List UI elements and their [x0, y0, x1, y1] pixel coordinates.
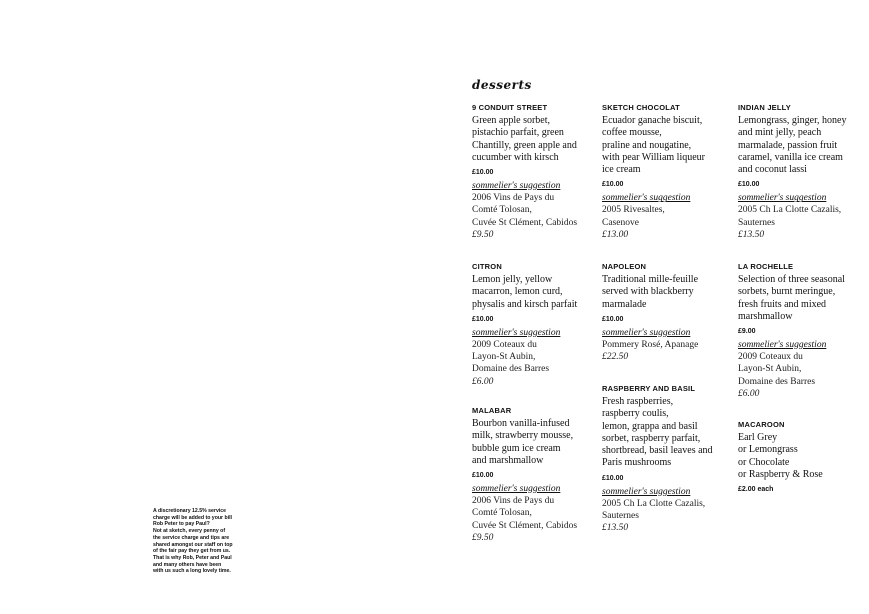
item-price: £10.00 — [602, 474, 624, 482]
item-description: Earl Grey or Lemongrass or Chocolate or Raspberry & Rose — [738, 432, 823, 480]
wine-suggestion: 2005 Ch La Clotte Cazalis, Sauternes — [738, 205, 842, 228]
item-title: RASPBERRY AND BASIL — [602, 384, 696, 393]
item-price: £9.00 — [738, 328, 756, 336]
item-description: Selection of three seasonal sorbets, burnt meringue, fresh fruits and mixed marshmallow — [738, 274, 845, 322]
service-charge-note: A discretionary 12.5% service charge will be added to your bill Rob Peter to pay Paul? Not at sketch, every penny of the service charge and tips are shared amongst our staff on top of the fair pay they get from us. That is why Rob, Peter and Paul and many others have been with us such a long lovely time. — [153, 508, 233, 575]
item-title: 9 CONDUIT STREET — [472, 103, 548, 112]
wine-price: £9.50 — [472, 229, 494, 240]
sommelier-suggestion-label: sommelier's suggestion — [602, 193, 691, 204]
wine-suggestion: 2009 Coteaux du Layon-St Aubin, Domaine des Barres — [472, 339, 550, 375]
sommelier-suggestion-label: sommelier's suggestion — [738, 193, 827, 204]
item-price: £10.00 — [602, 315, 624, 323]
item-price: £2.00 each — [738, 486, 774, 494]
item-title: NAPOLEON — [602, 262, 647, 271]
wine-price: £13.50 — [602, 523, 629, 534]
menu-item-raspberry-and-basil — [602, 384, 724, 535]
item-description: Fresh raspberries, raspberry coulis, lemon, grappa and basil sorbet, raspberry parfait, shortbread, basil leaves and Paris mushrooms — [602, 396, 713, 469]
item-description: Lemongrass, ginger, honey and mint jelly, peach marmalade, passion fruit caramel, vanilla ice cream and coconut lassi — [738, 115, 847, 176]
item-price: £10.00 — [472, 472, 494, 480]
item-title: LA ROCHELLE — [738, 262, 794, 271]
wine-price: £6.00 — [472, 376, 494, 387]
wine-suggestion: Pommery Rosé, Apanage — [602, 339, 699, 350]
wine-price: £13.00 — [602, 229, 629, 240]
item-title: INDIAN JELLY — [738, 103, 791, 112]
menu-item-la-rochelle — [738, 262, 863, 400]
wine-suggestion: 2005 Rivesaltes, Casenove — [602, 205, 665, 228]
sommelier-suggestion-label: sommelier's suggestion — [472, 484, 561, 495]
sommelier-suggestion-label: sommelier's suggestion — [738, 340, 827, 351]
menu-item-napoleon — [602, 262, 724, 364]
wine-suggestion: 2006 Vins de Pays du Comté Tolosan, Cuvée St Clément, Cabidos — [472, 496, 578, 531]
wine-price: £22.50 — [602, 352, 629, 363]
item-title: MACAROON — [738, 420, 785, 429]
sommelier-suggestion-label: sommelier's suggestion — [602, 327, 691, 338]
menu-item-indian-jelly — [738, 103, 863, 241]
sommelier-suggestion-label: sommelier's suggestion — [602, 486, 691, 497]
item-description: Bourbon vanilla-infused milk, strawberry mousse, bubble gum ice cream and marshmallow — [472, 418, 574, 466]
menu-item-citron — [472, 262, 594, 388]
sommelier-suggestion-label: sommelier's suggestion — [472, 327, 561, 338]
wine-price: £6.00 — [738, 388, 760, 399]
section-heading: desserts — [472, 78, 532, 92]
item-description: Traditional mille-feuille served with blackberry marmalade — [602, 274, 699, 310]
menu-item-macaroon — [738, 420, 863, 497]
item-price: £10.00 — [472, 315, 494, 323]
item-title: CITRON — [472, 262, 502, 271]
item-title: MALABAR — [472, 406, 512, 415]
item-price: £10.00 — [472, 169, 494, 177]
menu-item-9-conduit-street — [472, 103, 594, 241]
item-title: SKETCH CHOCOLAT — [602, 103, 680, 112]
wine-suggestion: 2006 Vins de Pays du Comté Tolosan, Cuvée St Clément, Cabidos — [472, 193, 578, 228]
menu-item-malabar — [472, 406, 594, 544]
item-description: Lemon jelly, yellow macarron, lemon curd, physalis and kirsch parfait — [472, 274, 578, 310]
wine-suggestion: 2005 Ch La Clotte Cazalis, Sauternes — [602, 498, 706, 521]
item-price: £10.00 — [602, 181, 624, 189]
wine-price: £9.50 — [472, 532, 494, 543]
menu-item-sketch-chocolat — [602, 103, 724, 241]
wine-price: £13.50 — [738, 229, 765, 240]
item-description: Ecuador ganache biscuit, coffee mousse, praline and nougatine, with pear William liqueur ice cream — [602, 115, 705, 176]
wine-suggestion: 2009 Coteaux du Layon-St Aubin, Domaine des Barres — [738, 352, 816, 387]
item-description: Green apple sorbet, pistachio parfait, green Chantilly, green apple and cucumber with kirsch — [472, 115, 577, 163]
item-price: £10.00 — [738, 181, 760, 189]
sommelier-suggestion-label: sommelier's suggestion — [472, 181, 561, 192]
